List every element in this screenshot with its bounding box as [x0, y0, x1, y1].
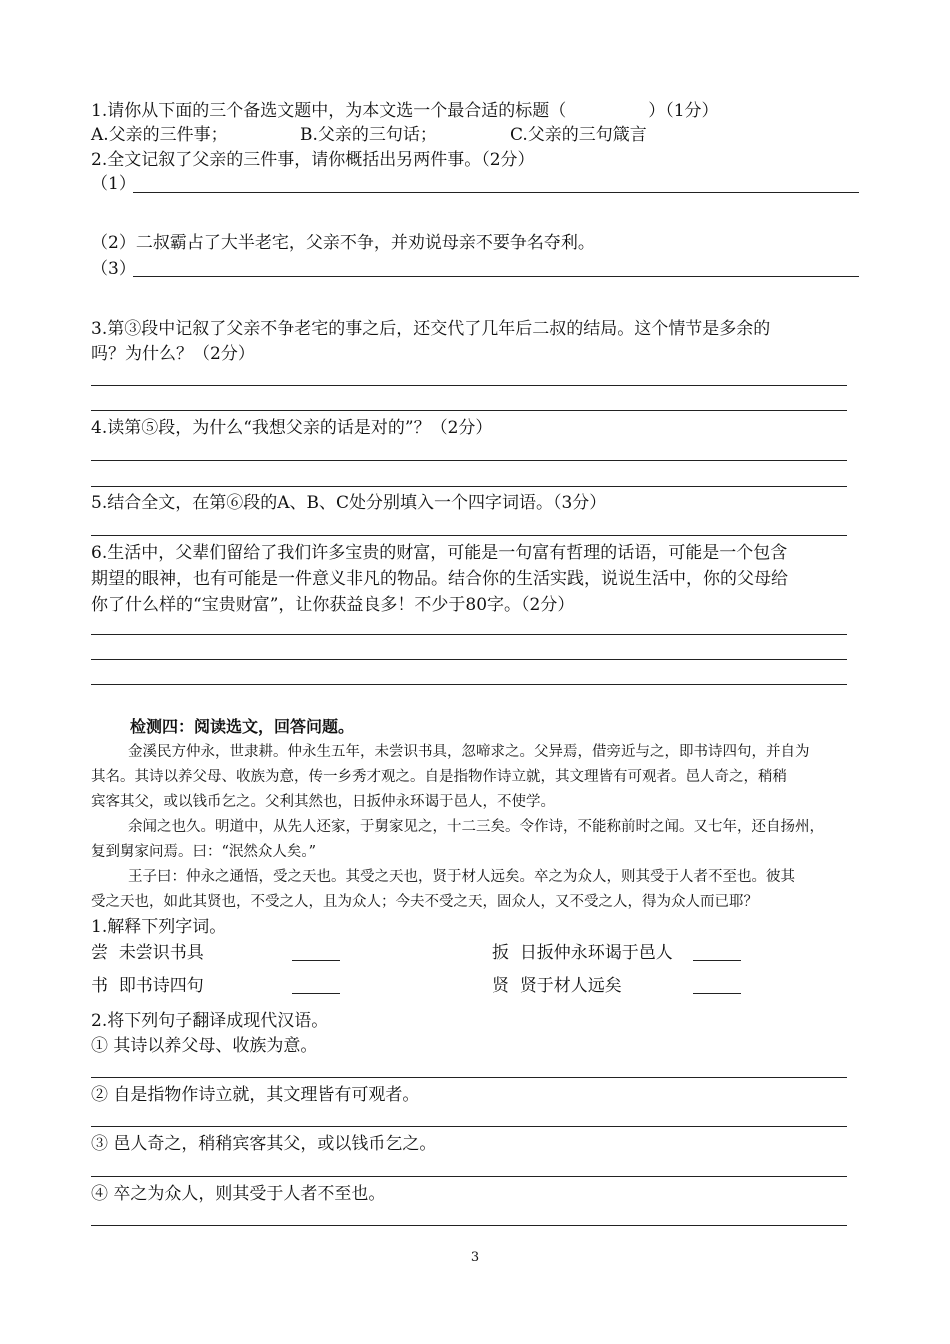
q2-item-1-label: （1）	[91, 174, 136, 194]
s4-q2-sentence-2: ② 自是指物作诗立就，其文理皆有可观者。	[91, 1085, 420, 1105]
q5-answer-line[interactable]	[91, 535, 847, 536]
s4-q1-word-1: 尝 未尝识书具	[91, 943, 204, 963]
s4-q2-answer-line-3[interactable]	[91, 1176, 847, 1177]
s4-q1-word-4: 贤 贤于材人远矣	[492, 976, 622, 996]
passage-paragraph-3-line-1: 王子曰：仲永之通悟，受之天也。其受之天也，贤于材人远矣。卒之为众人，则其受于人者不至也。彼其	[128, 869, 795, 885]
passage-paragraph-2-line-2: 复到舅家问焉。曰：“泯然众人矣。”	[91, 844, 317, 860]
q3-answer-line-2[interactable]	[91, 410, 847, 411]
s4-q1-prompt: 1.解释下列字词。	[91, 917, 227, 937]
s4-q2-answer-line-2[interactable]	[91, 1126, 847, 1127]
q3-prompt-line-2: 吗？为什么？（2分）	[91, 344, 255, 364]
s4-q1-blank-4[interactable]	[693, 975, 741, 994]
page-number: 3	[470, 1250, 480, 1265]
s4-q1-word-2: 扳 日扳仲永环谒于邑人	[492, 943, 673, 963]
s4-q2-answer-line-1[interactable]	[91, 1077, 847, 1078]
q3-prompt-line-1: 3.第③段中记叙了父亲不争老宅的事之后，还交代了几年后二叔的结局。这个情节是多余的	[91, 319, 771, 339]
q2-item-3-answer-line[interactable]	[133, 276, 859, 277]
passage-paragraph-2-line-1: 余闻之也久。明道中，从先人还家，于舅家见之，十二三矣。令作诗，不能称前时之闻。又七年，还自扬州，	[128, 819, 824, 835]
q2-prompt: 2.全文记叙了父亲的三件事，请你概括出另两件事。（2分）	[91, 150, 535, 170]
q4-answer-line-2[interactable]	[91, 486, 847, 487]
q6-answer-line-3[interactable]	[91, 684, 847, 685]
q1-option-c: C.父亲的三句箴言	[510, 125, 647, 145]
s4-q2-prompt: 2.将下列句子翻译成现代汉语。	[91, 1011, 329, 1031]
s4-q2-answer-line-4[interactable]	[91, 1225, 847, 1226]
q2-item-3-label: （3）	[91, 259, 136, 279]
q6-prompt-line-1: 6.生活中，父辈们留给了我们许多宝贵的财富，可能是一句富有哲理的话语，可能是一个包含	[91, 543, 788, 563]
q1-option-a: A.父亲的三件事；	[91, 125, 228, 145]
q1-prompt: 1.请你从下面的三个备选文题中，为本文选一个最合适的标题（ ）（1分）	[91, 101, 719, 121]
s4-q2-sentence-4: ④ 卒之为众人，则其受于人者不至也。	[91, 1184, 386, 1204]
s4-q2-sentence-3: ③ 邑人奇之，稍稍宾客其父，或以钱币乞之。	[91, 1134, 437, 1154]
s4-q1-blank-1[interactable]	[292, 942, 340, 961]
q6-answer-line-2[interactable]	[91, 659, 847, 660]
q4-prompt: 4.读第⑤段，为什么“我想父亲的话是对的”？（2分）	[91, 418, 493, 438]
q3-answer-line-1[interactable]	[91, 385, 847, 386]
passage-paragraph-1-line-1: 金溪民方仲永，世隶耕。仲永生五年，未尝识书具，忽啼求之。父异焉，借旁近与之，即书诗四句，并自为	[128, 744, 810, 760]
q6-prompt-line-2: 期望的眼神，也有可能是一件意义非凡的物品。结合你的生活实践，说说生活中，你的父母给	[91, 569, 788, 589]
q6-answer-line-1[interactable]	[91, 634, 847, 635]
passage-paragraph-3-line-2: 受之天也，如此其贤也，不受之人，且为众人；今夫不受之天，固众人，又不受之人，得为众人而已耶？	[91, 894, 758, 910]
passage-paragraph-1-line-2: 其名。其诗以养父母、收族为意，传一乡秀才观之。自是指物作诗立就，其文理皆有可观者。邑人奇之，稍稍	[91, 769, 787, 785]
s4-q1-blank-2[interactable]	[693, 942, 741, 961]
passage-paragraph-1-line-3: 宾客其父，或以钱币乞之。父利其然也，日扳仲永环谒于邑人，不使学。	[91, 794, 555, 810]
q1-option-b: B.父亲的三句话；	[300, 125, 437, 145]
s4-q1-blank-3[interactable]	[292, 975, 340, 994]
section-4-heading: 检测四：阅读选文，回答问题。	[130, 717, 355, 736]
s4-q1-word-3: 书 即书诗四句	[91, 976, 204, 996]
q5-prompt: 5.结合全文，在第⑥段的A、B、C处分别填入一个四字词语。（3分）	[91, 493, 607, 513]
q2-item-2: （2）二叔霸占了大半老宅，父亲不争，并劝说母亲不要争名夺利。	[91, 233, 595, 253]
q2-item-1-answer-line[interactable]	[133, 192, 859, 193]
q4-answer-line-1[interactable]	[91, 460, 847, 461]
q6-prompt-line-3: 你了什么样的“宝贵财富”，让你获益良多！不少于80字。（2分）	[91, 595, 575, 615]
s4-q2-sentence-1: ① 其诗以养父母、收族为意。	[91, 1036, 318, 1056]
